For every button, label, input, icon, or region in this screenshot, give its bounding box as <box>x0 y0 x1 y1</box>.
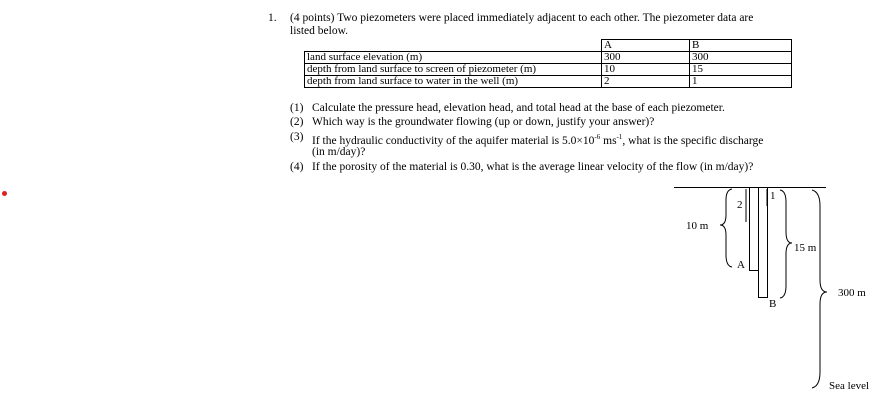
depth-b-label: 15 m <box>794 242 817 254</box>
depth-b-brace <box>780 190 792 298</box>
cell-a: 300 <box>602 52 690 64</box>
piezometer-b-label: B <box>769 298 777 310</box>
question-3-text-b: ms <box>600 134 617 147</box>
sea-level-label: Sea level <box>829 380 870 392</box>
cell-b: 1 <box>690 76 792 88</box>
question-3-exponent-2: -1 <box>616 133 623 141</box>
question-2-text: Which way is the groundwater flowing (up or down, justify your answer)? <box>312 116 655 128</box>
depth-a-brace <box>720 189 732 267</box>
cell-b: 15 <box>690 64 792 76</box>
depth-a-label: 10 m <box>686 220 709 232</box>
water-level-b-label: 1 <box>770 190 776 202</box>
question-4-number: (4) <box>290 161 304 173</box>
cell-a: 10 <box>602 64 690 76</box>
piezometer-a-casing <box>750 188 759 271</box>
question-3-line2: (in m/day)? <box>312 146 366 158</box>
question-1-number: (1) <box>290 102 304 114</box>
cell-b: 300 <box>690 52 792 64</box>
piezometer-a-label: A <box>737 259 745 271</box>
cell-a: 2 <box>602 76 690 88</box>
question-3-exponent-1: -6 <box>594 133 601 141</box>
row-label: depth from land surface to water in the well (m) <box>305 76 602 88</box>
water-level-a-label: 2 <box>737 199 743 211</box>
question-2-number: (2) <box>290 116 304 128</box>
question-3-text-c: , what is the specific discharge <box>622 134 764 147</box>
row-label: land surface elevation (m) <box>305 52 602 64</box>
problem-number: 1. <box>268 12 277 24</box>
problem-intro-line1: (4 points) Two piezometers were placed immediately adjacent to each other. The piezometer data are <box>290 12 754 24</box>
elevation-brace <box>812 190 827 388</box>
question-4-text: If the porosity of the material is 0.30, what is the average linear velocity of the flow (in m/day)? <box>312 161 754 173</box>
question-3-text-a: If the hydraulic conductivity of the aquifer material is 5.0×10 <box>312 134 595 147</box>
question-1-text: Calculate the pressure head, elevation head, and total head at the base of each piezometer. <box>312 102 725 114</box>
question-3-number: (3) <box>290 131 304 143</box>
problem-intro-line2: listed below. <box>290 25 349 37</box>
column-header-a: A <box>602 40 690 52</box>
elevation-label: 300 m <box>838 287 866 299</box>
row-label: depth from land surface to screen of piezometer (m) <box>305 64 602 76</box>
column-header-b: B <box>690 40 792 52</box>
piezometer-b-casing <box>759 188 768 298</box>
